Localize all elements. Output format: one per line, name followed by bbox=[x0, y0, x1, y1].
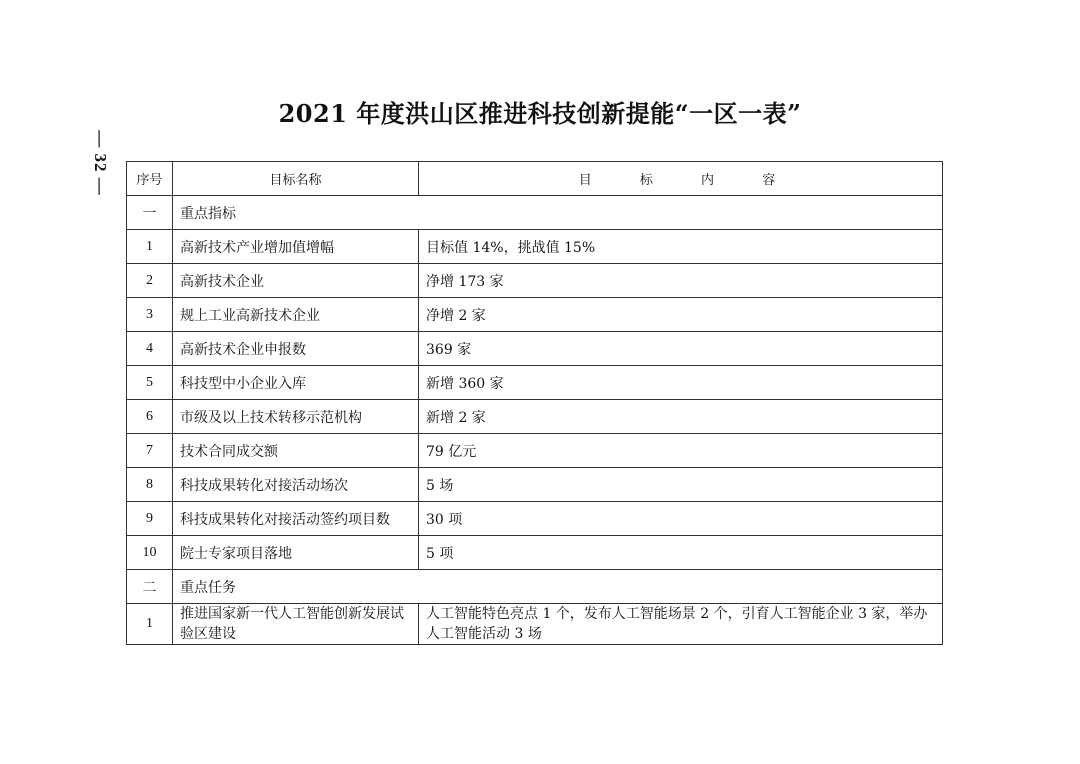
row-no: 8 bbox=[127, 468, 173, 502]
row-name: 规上工业高新技术企业 bbox=[173, 298, 419, 332]
row-content: 新增 360 家 bbox=[419, 366, 943, 400]
header-name: 目标名称 bbox=[173, 162, 419, 196]
table-row bbox=[127, 366, 943, 400]
row-no: 9 bbox=[127, 502, 173, 536]
document-title: 2021 年度洪山区推进科技创新提能“一区一表” bbox=[278, 99, 802, 128]
row-no: 6 bbox=[127, 400, 173, 434]
table-row bbox=[127, 264, 943, 298]
row-name: 技术合同成交额 bbox=[173, 434, 419, 468]
row-no: 1 bbox=[127, 230, 173, 264]
row-name: 高新技术企业 bbox=[173, 264, 419, 298]
header-content: 目 标 内 容 bbox=[419, 162, 943, 196]
table-row bbox=[127, 536, 943, 570]
row-name: 科技成果转化对接活动场次 bbox=[173, 468, 419, 502]
row-content: 人工智能特色亮点 1 个，发布人工智能场景 2 个，引育人工智能企业 3 家，举办人工智能活动 3 场 bbox=[419, 604, 943, 645]
row-name: 院士专家项目落地 bbox=[173, 536, 419, 570]
row-no: 4 bbox=[127, 332, 173, 366]
page-number: — 32 — bbox=[91, 130, 110, 196]
section-row-key-tasks bbox=[127, 570, 943, 604]
row-no: 2 bbox=[127, 264, 173, 298]
table-row bbox=[127, 604, 943, 645]
row-content: 净增 2 家 bbox=[419, 298, 943, 332]
table-row bbox=[127, 298, 943, 332]
row-content: 369 家 bbox=[419, 332, 943, 366]
section-label: 重点指标 bbox=[173, 196, 943, 230]
row-no: 3 bbox=[127, 298, 173, 332]
row-name: 高新技术企业申报数 bbox=[173, 332, 419, 366]
row-content: 30 项 bbox=[419, 502, 943, 536]
row-content: 目标值 14%，挑战值 15% bbox=[419, 230, 943, 264]
row-content: 5 项 bbox=[419, 536, 943, 570]
target-table bbox=[126, 161, 943, 645]
section-no: 一 bbox=[127, 196, 173, 230]
row-name: 市级及以上技术转移示范机构 bbox=[173, 400, 419, 434]
table-row bbox=[127, 468, 943, 502]
row-name: 科技成果转化对接活动签约项目数 bbox=[173, 502, 419, 536]
section-no: 二 bbox=[127, 570, 173, 604]
section-row-key-indicators bbox=[127, 196, 943, 230]
row-no: 10 bbox=[127, 536, 173, 570]
table-row bbox=[127, 400, 943, 434]
row-no: 1 bbox=[127, 604, 173, 645]
row-content: 净增 173 家 bbox=[419, 264, 943, 298]
table-header-row bbox=[127, 162, 943, 196]
row-content: 79 亿元 bbox=[419, 434, 943, 468]
section-label: 重点任务 bbox=[173, 570, 943, 604]
table-row bbox=[127, 434, 943, 468]
table-row bbox=[127, 230, 943, 264]
row-no: 5 bbox=[127, 366, 173, 400]
row-content: 新增 2 家 bbox=[419, 400, 943, 434]
row-name: 推进国家新一代人工智能创新发展试验区建设 bbox=[173, 604, 419, 645]
table-row bbox=[127, 502, 943, 536]
row-name: 科技型中小企业入库 bbox=[173, 366, 419, 400]
table-row bbox=[127, 332, 943, 366]
header-no: 序号 bbox=[127, 162, 173, 196]
row-content: 5 场 bbox=[419, 468, 943, 502]
row-name: 高新技术产业增加值增幅 bbox=[173, 230, 419, 264]
row-no: 7 bbox=[127, 434, 173, 468]
